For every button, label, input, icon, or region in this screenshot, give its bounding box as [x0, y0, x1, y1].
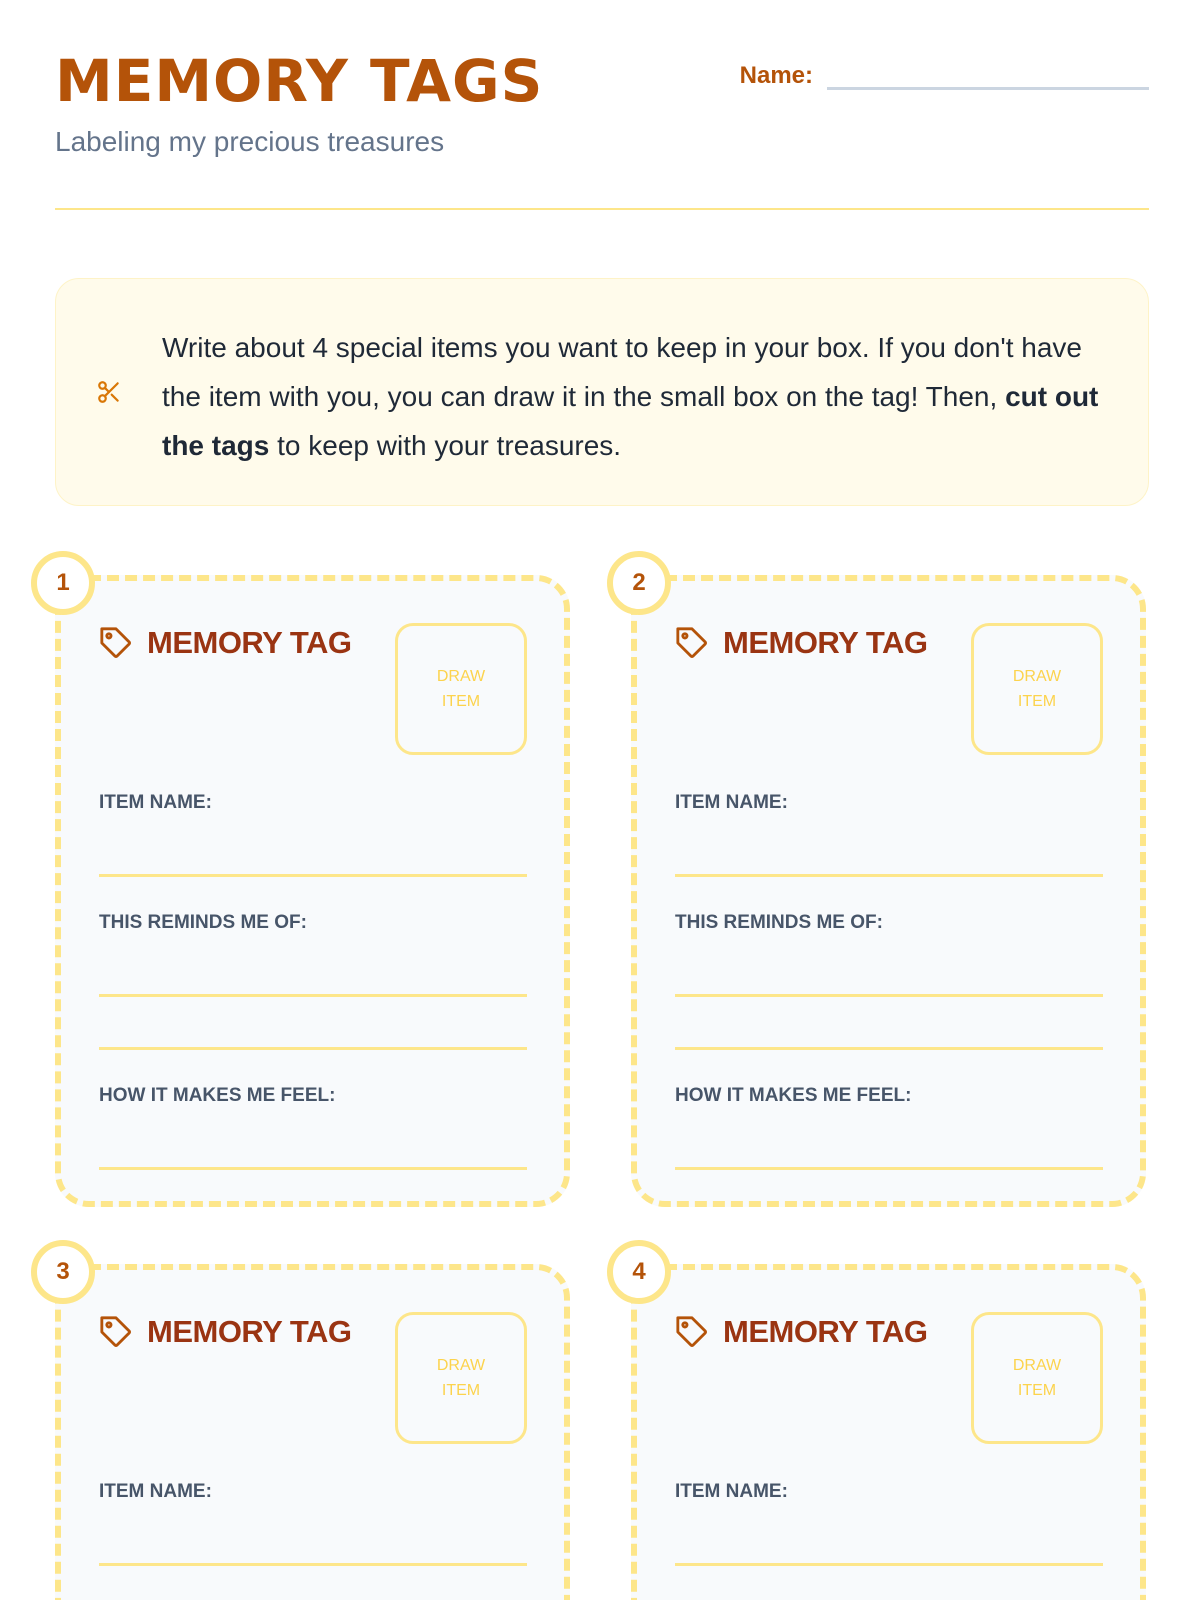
instructions-bold: cut out the tags	[162, 381, 1099, 461]
instructions-text	[162, 323, 1122, 470]
tag-title: MEMORY TAG	[147, 625, 352, 660]
draw-item-box[interactable]	[395, 623, 527, 755]
draw-box-label: ITEM	[1017, 693, 1057, 710]
memory-tag-3	[55, 1258, 570, 1600]
tag-icon	[99, 626, 133, 660]
tag-header	[99, 1314, 352, 1350]
feel-line[interactable]	[99, 1167, 527, 1170]
feel-label: HOW IT MAKES ME FEEL:	[675, 1085, 912, 1106]
reminds-line[interactable]	[99, 994, 527, 997]
feel-line[interactable]	[675, 1167, 1103, 1170]
memory-tag-1	[55, 569, 570, 1207]
draw-box-label: ITEM	[1017, 1382, 1057, 1399]
name-field	[740, 60, 1149, 90]
draw-box-label: DRAW	[1012, 1357, 1062, 1374]
tag-number-badge: 1	[31, 551, 95, 615]
scissors-icon	[96, 379, 122, 405]
name-write-line[interactable]	[827, 60, 1149, 90]
instructions-part-2: to keep with your treasures.	[269, 430, 622, 461]
page-subtitle: Labeling my precious treasures	[55, 126, 445, 157]
tag-icon	[675, 626, 709, 660]
draw-box-label: DRAW	[1012, 668, 1062, 685]
item-name-label: ITEM NAME:	[99, 792, 212, 813]
reminds-label: THIS REMINDS ME OF:	[99, 912, 307, 933]
feel-label: HOW IT MAKES ME FEEL:	[99, 1085, 336, 1106]
tag-number-badge: 2	[607, 551, 671, 615]
draw-box-label: ITEM	[441, 693, 481, 710]
draw-item-box[interactable]	[395, 1312, 527, 1444]
tag-header	[675, 1314, 928, 1350]
draw-box-label: ITEM	[441, 1382, 481, 1399]
tag-number-badge: 4	[607, 1240, 671, 1304]
tag-title: MEMORY TAG	[723, 625, 928, 660]
tag-header	[675, 625, 928, 661]
reminds-line[interactable]	[675, 1047, 1103, 1050]
worksheet-header	[55, 47, 1149, 212]
tag-header	[99, 625, 352, 661]
instructions-part-1: Write about 4 special items you want to keep in your box. If you don't have the item with you, you can draw it in the small box on the tag! Then,	[162, 332, 1083, 412]
draw-item-box[interactable]	[971, 1312, 1103, 1444]
name-label: Name:	[739, 62, 813, 89]
draw-box-label: DRAW	[436, 1357, 486, 1374]
reminds-line[interactable]	[675, 994, 1103, 997]
item-name-label: ITEM NAME:	[675, 792, 788, 813]
memory-tag-2	[631, 569, 1146, 1207]
page-title: MEMORY TAGS	[55, 47, 544, 115]
draw-box-label: DRAW	[436, 668, 486, 685]
item-name-line[interactable]	[99, 1563, 527, 1566]
item-name-line[interactable]	[99, 874, 527, 877]
header-divider	[55, 208, 1149, 210]
memory-tag-4	[631, 1258, 1146, 1600]
item-name-label: ITEM NAME:	[99, 1481, 212, 1502]
item-name-line[interactable]	[675, 1563, 1103, 1566]
tag-icon	[99, 1315, 133, 1349]
tag-number-badge: 3	[31, 1240, 95, 1304]
item-name-line[interactable]	[675, 874, 1103, 877]
instructions-callout	[55, 278, 1149, 506]
tag-title: MEMORY TAG	[147, 1314, 352, 1349]
item-name-label: ITEM NAME:	[675, 1481, 788, 1502]
reminds-line[interactable]	[99, 1047, 527, 1050]
tag-title: MEMORY TAG	[723, 1314, 928, 1349]
reminds-label: THIS REMINDS ME OF:	[675, 912, 883, 933]
draw-item-box[interactable]	[971, 623, 1103, 755]
tag-icon	[675, 1315, 709, 1349]
